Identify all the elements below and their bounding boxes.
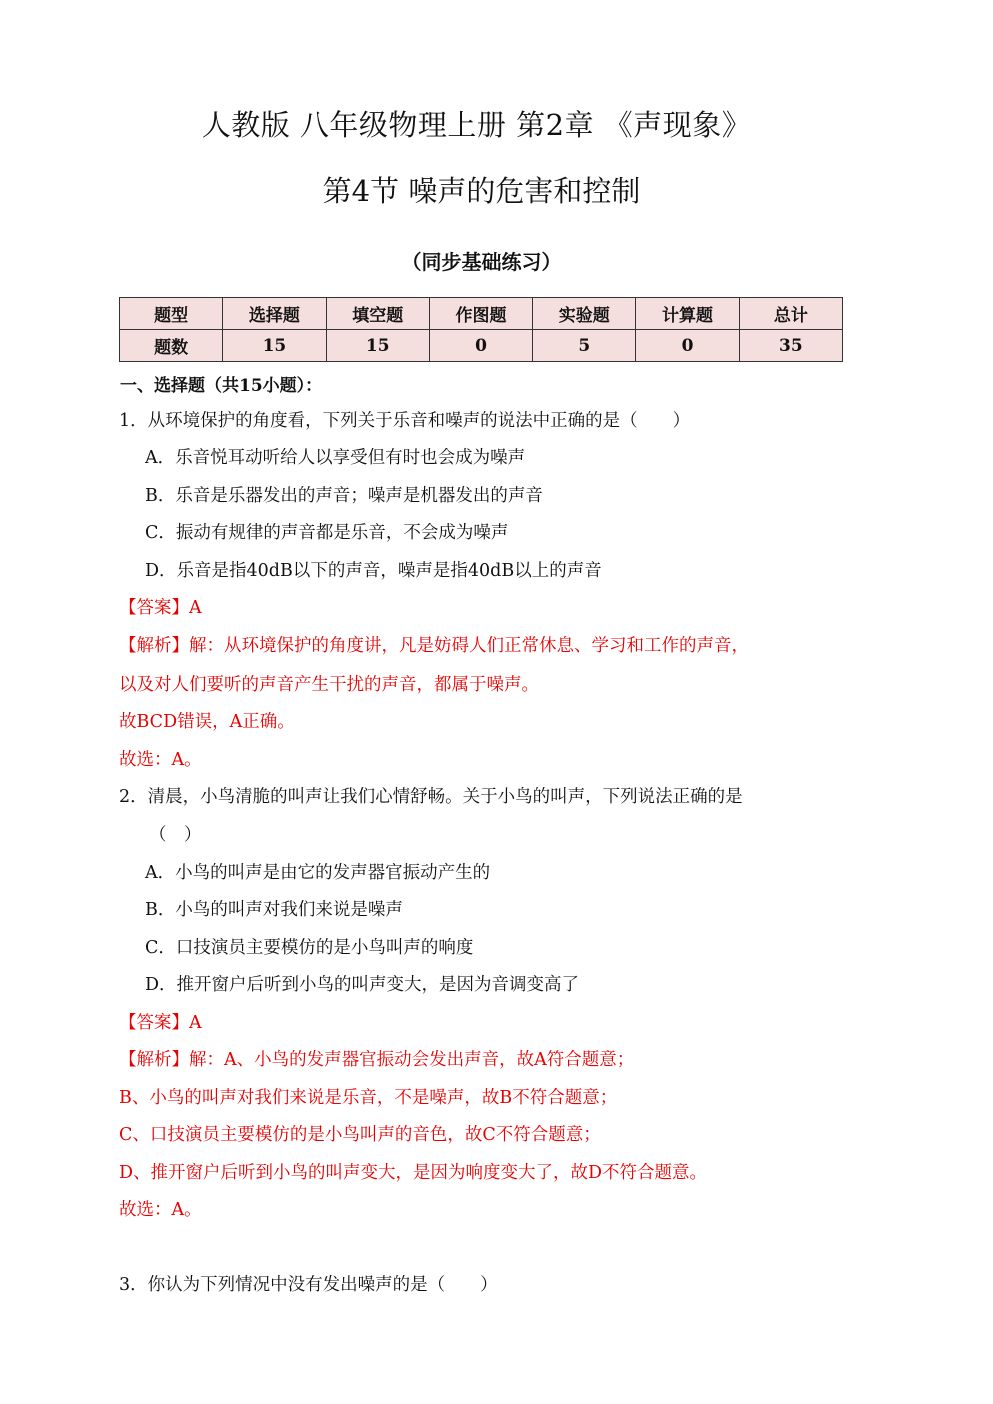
question-2-analysis-line: 【解析】解：A、小鸟的发声器官振动会发出声音，故A符合题意； (119, 1050, 635, 1070)
question-1-analysis-line: 以及对人们要听的声音产生干扰的声音，都属于噪声。 (119, 675, 539, 695)
question-2-answer: 【答案】A (119, 1013, 202, 1033)
table-cell: 题型 (120, 298, 223, 330)
table-cell: 选择题 (223, 298, 326, 330)
table-cell: 作图题 (429, 298, 532, 330)
table-cell: 0 (636, 330, 739, 362)
subtitle: （同步基础练习） (401, 250, 562, 274)
question-1-analysis-line: 故BCD错误，A正确。 (119, 712, 295, 732)
table-cell: 题数 (120, 330, 223, 362)
table-cell: 15 (326, 330, 429, 362)
question-2-stem-continued: （ ） (149, 825, 202, 845)
document-title: 人教版 八年级物理上册 第2章 《声现象》 (201, 108, 752, 142)
table-cell: 填空题 (326, 298, 429, 330)
table-cell: 实验题 (533, 298, 636, 330)
question-2-analysis-line: B、小鸟的叫声对我们来说是乐音，不是噪声，故B不符合题意； (119, 1088, 618, 1108)
section-heading: 一、选择题（共15小题）： (120, 376, 323, 396)
table-cell: 35 (739, 330, 842, 362)
question-1-option-b: B．乐音是乐器发出的声音；噪声是机器发出的声音 (145, 486, 543, 506)
table-row (120, 330, 843, 362)
question-1-option-a: A．乐音悦耳动听给人以享受但有时也会成为噪声 (145, 448, 526, 468)
question-2-stem: 2．清晨，小鸟清脆的叫声让我们心情舒畅。关于小鸟的叫声，下列说法正确的是 (119, 787, 743, 807)
table-cell: 15 (223, 330, 326, 362)
question-1-analysis-line: 【解析】解：从环境保护的角度讲，凡是妨碍人们正常休息、学习和工作的声音， (119, 636, 749, 656)
section-title: 第4节 噪声的危害和控制 (322, 174, 641, 208)
question-2-option-b: B．小鸟的叫声对我们来说是噪声 (145, 900, 403, 920)
question-stats-table (119, 297, 843, 362)
question-2-analysis-line: 故选：A。 (119, 1200, 202, 1220)
question-1-option-c: C．振动有规律的声音都是乐音，不会成为噪声 (145, 523, 509, 543)
table-cell: 总计 (739, 298, 842, 330)
question-3-stem: 3．你认为下列情况中没有发出噪声的是（ ） (119, 1275, 498, 1295)
table-cell: 计算题 (636, 298, 739, 330)
question-2-option-a: A．小鸟的叫声是由它的发声器官振动产生的 (145, 863, 491, 883)
question-1-stem: 1．从环境保护的角度看，下列关于乐音和噪声的说法中正确的是（ ） (119, 411, 691, 431)
question-2-option-c: C．口技演员主要模仿的是小鸟叫声的响度 (145, 938, 474, 958)
question-2-option-d: D．推开窗户后听到小鸟的叫声变大，是因为音调变高了 (145, 975, 580, 995)
question-2-analysis-line: D、推开窗户后听到小鸟的叫声变大，是因为响度变大了，故D不符合题意。 (119, 1163, 708, 1183)
question-2-analysis-line: C、口技演员主要模仿的是小鸟叫声的音色，故C不符合题意； (119, 1125, 601, 1145)
question-1-answer: 【答案】A (119, 598, 202, 618)
table-cell: 5 (533, 330, 636, 362)
question-1-analysis-line: 故选：A。 (119, 750, 202, 770)
table-header-row (120, 298, 843, 330)
table-cell: 0 (429, 330, 532, 362)
question-1-option-d: D．乐音是指40dB以下的声音，噪声是指40dB以上的声音 (145, 561, 602, 581)
